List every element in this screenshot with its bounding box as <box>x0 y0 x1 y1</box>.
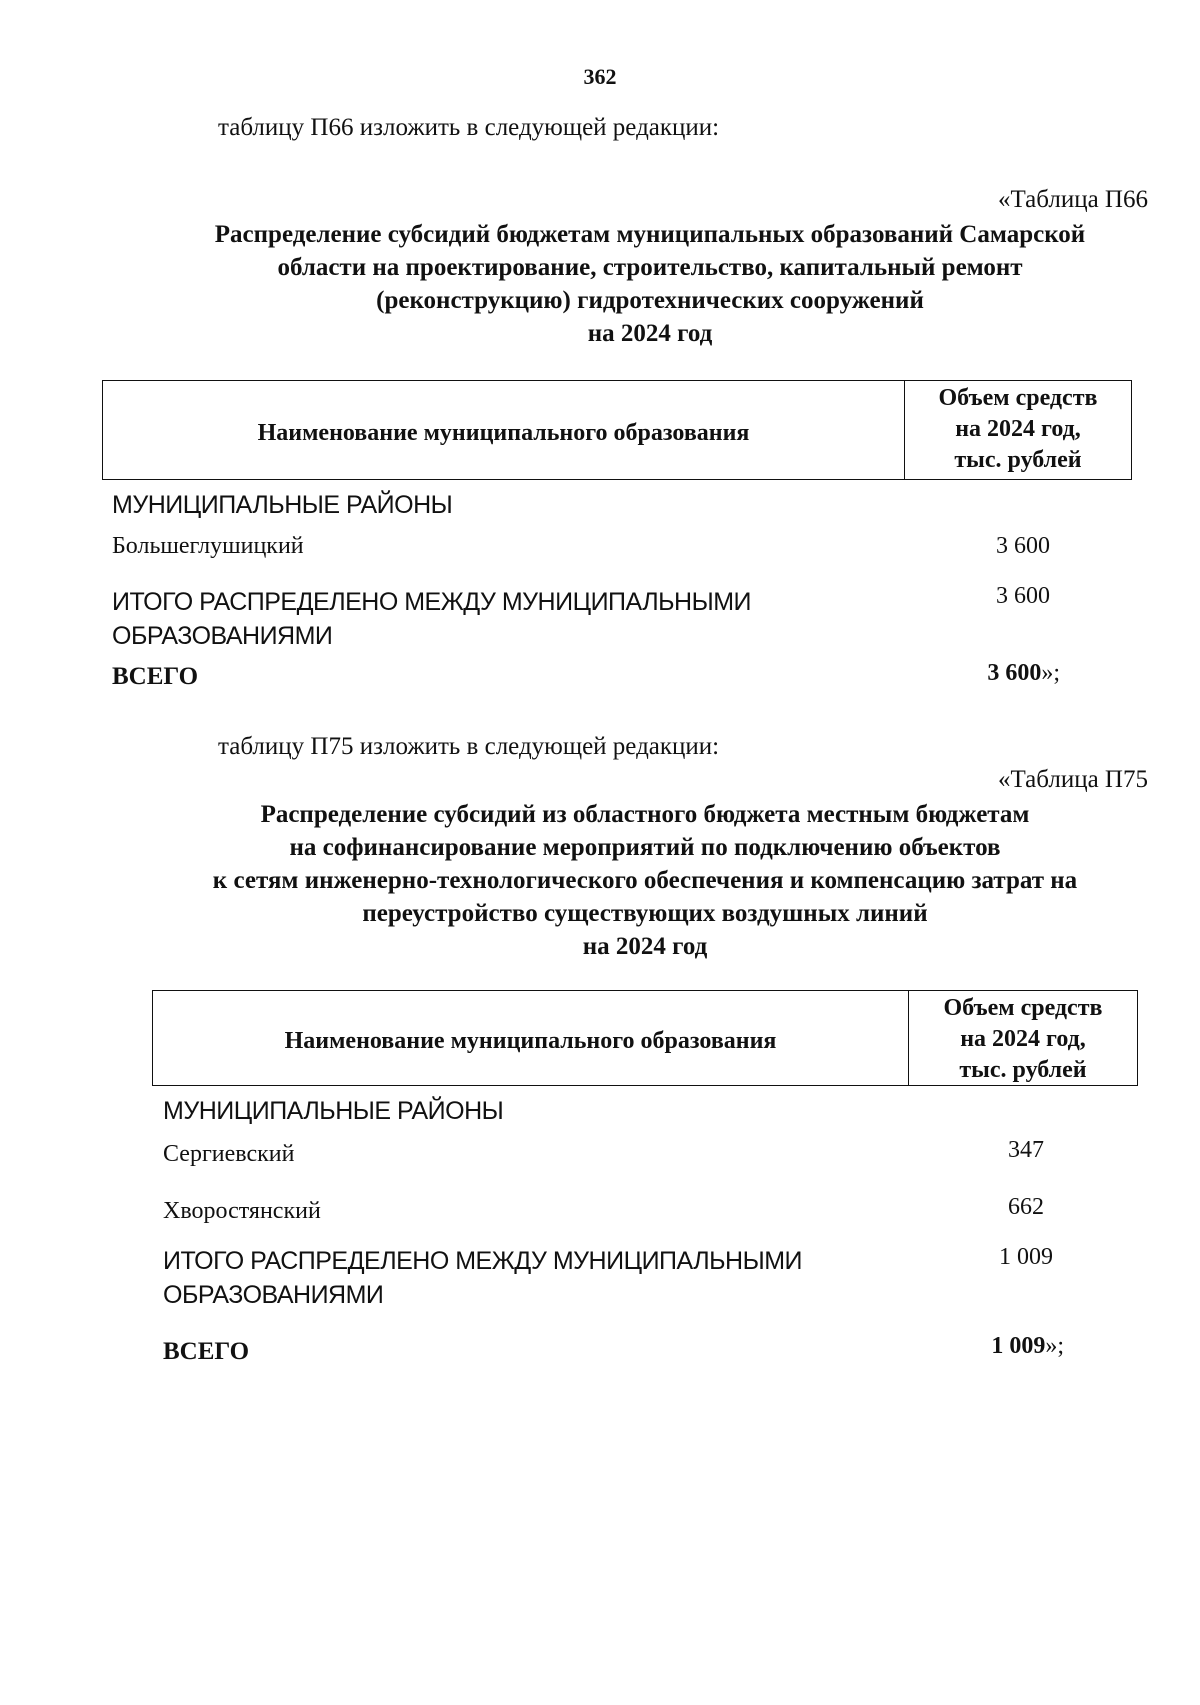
row-name-p66: Большеглушицкий <box>112 533 304 559</box>
section-intro-p66: таблицу П66 изложить в следующей редакции: <box>218 114 720 141</box>
subtotal-line: ОБРАЗОВАНИЯМИ <box>112 622 333 650</box>
subtotal-line: ОБРАЗОВАНИЯМИ <box>163 1281 384 1309</box>
title-line: Распределение субсидий бюджетам муниципальных образований Самарской <box>214 221 1086 248</box>
section-intro-p75: таблицу П75 изложить в следующей редакции: <box>218 733 720 760</box>
subtotal-value-p66: 3 600 <box>996 583 1050 609</box>
row-value-p66: 3 600 <box>996 533 1050 559</box>
total-value-p66 <box>987 660 1060 687</box>
title-line: к сетям инженерно-технологического обеспечения и компенсацию затрат на <box>212 867 1078 894</box>
header-amount-line: Объем средств <box>943 995 1103 1021</box>
total-name-p75: ВСЕГО <box>163 1338 250 1365</box>
header-name-column: Наименование муниципального образования <box>257 419 750 446</box>
header-amount-line: на 2024 год, <box>955 416 1081 442</box>
table-header-p66 <box>102 380 1132 480</box>
header-name-column: Наименование муниципального образования <box>284 1027 777 1054</box>
group-label-p66: МУНИЦИПАЛЬНЫЕ РАЙОНЫ <box>112 491 453 519</box>
total-value-p75 <box>991 1333 1064 1360</box>
title-line: (реконструкцию) гидротехнических сооружений <box>376 287 924 314</box>
header-amount-line: тыс. рублей <box>954 447 1082 473</box>
table-title-p75 <box>95 798 1195 963</box>
total-suffix: »; <box>1045 1333 1064 1359</box>
header-amount-column <box>908 991 1137 1085</box>
table-label-p75: «Таблица П75 <box>998 766 1148 793</box>
subtotal-name-p75 <box>163 1244 802 1312</box>
title-line: на 2024 год <box>587 320 713 347</box>
subtotal-name-p66 <box>112 585 751 653</box>
table-title-p66 <box>100 218 1200 350</box>
subtotal-line: ИТОГО РАСПРЕДЕЛЕНО МЕЖДУ МУНИЦИПАЛЬНЫМИ <box>163 1247 803 1275</box>
title-line: на софинансирование мероприятий по подключению объектов <box>289 834 1001 861</box>
subtotal-line: ИТОГО РАСПРЕДЕЛЕНО МЕЖДУ МУНИЦИПАЛЬНЫМИ <box>112 588 752 616</box>
total-suffix: »; <box>1041 660 1060 686</box>
row-value-p75: 347 <box>1008 1137 1044 1163</box>
row-value-p75: 662 <box>1008 1194 1044 1220</box>
page-number: 362 <box>583 64 617 89</box>
header-amount-line: на 2024 год, <box>960 1026 1086 1052</box>
title-line: Распределение субсидий из областного бюджета местным бюджетам <box>260 801 1030 828</box>
total-name-p66: ВСЕГО <box>112 663 199 690</box>
row-name-p75: Хворостянский <box>163 1198 321 1224</box>
total-value: 1 009 <box>991 1333 1046 1359</box>
table-label-p66: «Таблица П66 <box>998 186 1148 213</box>
header-amount-column <box>904 381 1131 479</box>
header-amount-line: Объем средств <box>938 385 1098 411</box>
table-header-p75 <box>152 990 1138 1086</box>
subtotal-value-p75: 1 009 <box>999 1244 1053 1270</box>
title-line: области на проектирование, строительство, капитальный ремонт <box>277 254 1023 281</box>
title-line: на 2024 год <box>582 933 708 960</box>
title-line: переустройство существующих воздушных линий <box>362 900 928 927</box>
header-amount-line: тыс. рублей <box>959 1057 1087 1083</box>
group-label-p75: МУНИЦИПАЛЬНЫЕ РАЙОНЫ <box>163 1097 504 1125</box>
total-value: 3 600 <box>987 660 1042 686</box>
row-name-p75: Сергиевский <box>163 1141 295 1167</box>
